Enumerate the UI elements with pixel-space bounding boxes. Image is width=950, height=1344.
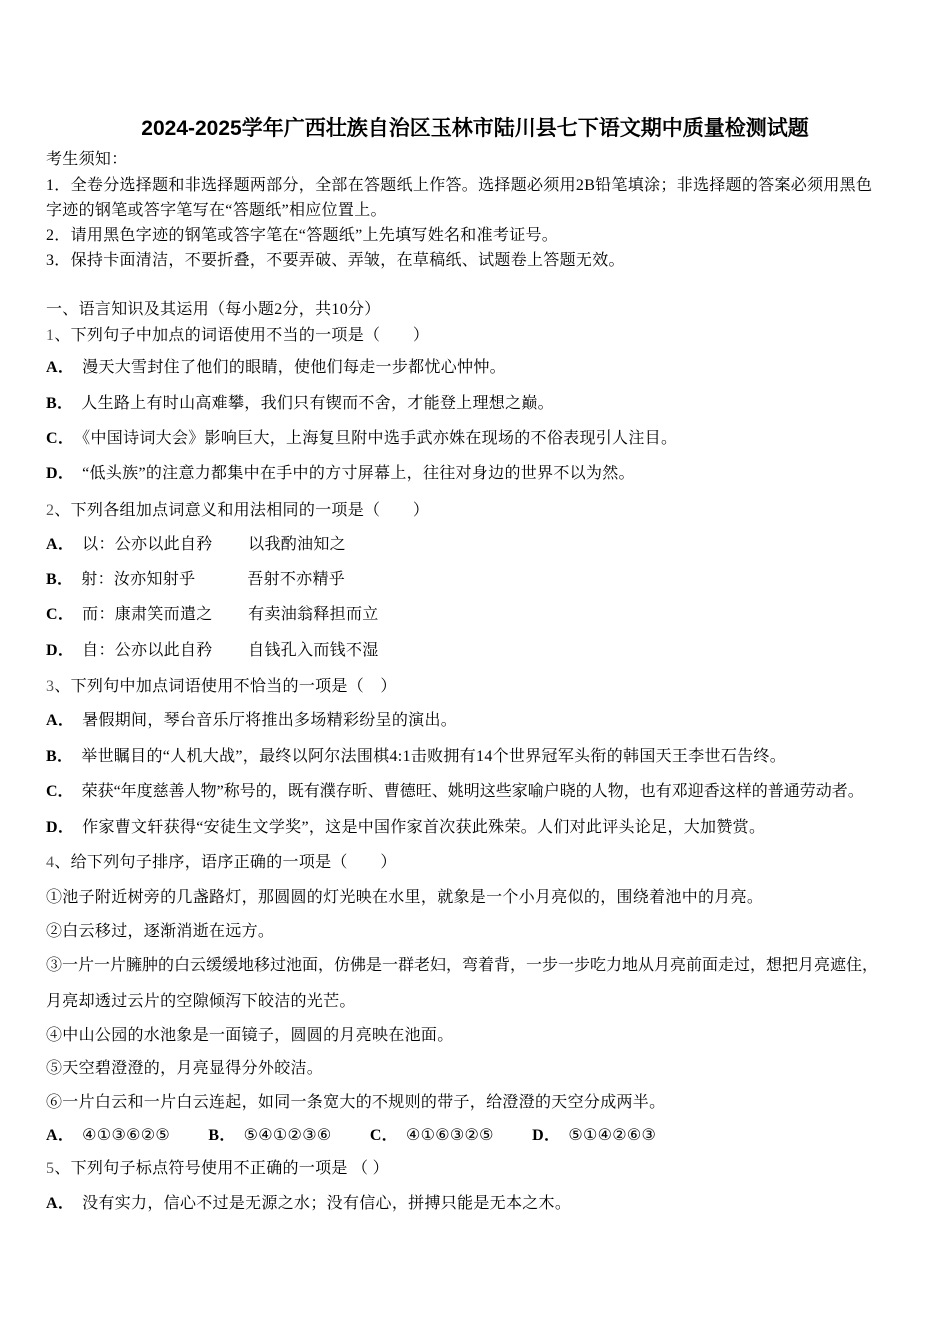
stem-text: 、下列句中加点词语使用不恰当的一项是（ ） <box>54 678 397 695</box>
option-text: ④①⑥③②⑤ <box>405 1127 494 1144</box>
option-label: D． <box>46 819 75 836</box>
option-text: 而：康肃笑而遣之 <box>82 606 213 623</box>
question-stem <box>46 853 397 873</box>
option-text: 漫天大雪封住了他们的眼睛，使他们每走一步都忧心忡忡。 <box>82 359 506 376</box>
option-text-2: 有卖油翁释担而立 <box>248 606 379 623</box>
option-text-2: 以我酌油知之 <box>248 536 346 553</box>
option <box>46 570 345 590</box>
option <box>46 1126 170 1146</box>
option-text: “低头族”的注意力都集中在手中的方寸屏幕上，往往对身边的世界不以为然。 <box>82 465 635 482</box>
option-label: C． <box>46 783 74 800</box>
option-text: ④①③⑥②⑤ <box>82 1127 171 1144</box>
notice-line: 3．保持卡面清洁，不要折叠，不要弄破、弄皱，在草稿纸、试题卷上答题无效。 <box>46 252 625 269</box>
option <box>46 358 506 378</box>
question-number: 1 <box>46 327 55 344</box>
option <box>46 782 864 802</box>
option-text: ⑤④①②③⑥ <box>243 1127 332 1144</box>
option-text: 以：公亦以此自矜 <box>82 536 213 553</box>
option-label: A． <box>46 359 75 376</box>
option-label: A． <box>46 1127 75 1144</box>
option-text: 作家曹文轩获得“安徒生文学奖”，这是中国作家首次获此殊荣。人们对此评头论足，大加赞赏。 <box>82 819 766 836</box>
sentence: ③一片一片臃肿的白云缓缓地移过池面，仿佛是一群老妇，弯着背，一步一步吃力地从月亮前面走过，想把月亮遮住， <box>46 957 879 974</box>
option-row <box>46 1126 690 1146</box>
option-text: 暑假期间，琴台音乐厅将推出多场精彩纷呈的演出。 <box>82 712 458 729</box>
notice-heading: 考生须知： <box>46 151 128 168</box>
option-text-2: 自钱孔入而钱不湿 <box>248 642 379 659</box>
notice-line: 字迹的钢笔或答字笔写在“答题纸”相应位置上。 <box>46 202 387 219</box>
option <box>532 1126 656 1146</box>
stem-text: 、下列句子标点符号使用不正确的一项是 （ ） <box>54 1160 389 1177</box>
option <box>46 464 635 484</box>
option <box>46 1194 571 1214</box>
sentence: 月亮却透过云片的空隙倾泻下皎洁的光芒。 <box>46 993 356 1010</box>
option-text: 射：汝亦知射乎 <box>81 571 196 588</box>
option-label: B． <box>46 748 74 765</box>
question-number: 3 <box>46 678 55 695</box>
option-label: D． <box>46 642 75 659</box>
sentence: ⑥一片白云和一片白云连起，如同一条宽大的不规则的带子，给澄澄的天空分成两半。 <box>46 1094 666 1111</box>
question-stem <box>46 326 429 346</box>
option-label: A． <box>46 1195 75 1212</box>
stem-text: 、下列句子中加点的词语使用不当的一项是（ ） <box>54 327 430 344</box>
option-label: A． <box>46 712 75 729</box>
option-text: 自：公亦以此自矜 <box>82 642 213 659</box>
option-label: B． <box>46 571 74 588</box>
option <box>46 429 677 449</box>
option-label: C． <box>369 1127 398 1144</box>
option-label: C． <box>46 606 75 623</box>
option-text: 举世瞩目的“人机大战”，最终以阿尔法围棋4:1击败拥有14个世界冠军头衔的韩国天王李世石告终。 <box>81 748 787 765</box>
option <box>46 535 346 555</box>
option <box>370 1126 494 1146</box>
question-stem <box>46 677 397 697</box>
option-label: D． <box>46 465 75 482</box>
sentence: ②白云移过，逐渐消逝在远方。 <box>46 923 275 940</box>
option <box>46 394 554 414</box>
option <box>46 605 379 625</box>
option <box>46 641 379 661</box>
option-text: 人生路上有时山高难攀，我们只有锲而不舍，才能登上理想之巅。 <box>81 395 554 412</box>
stem-text: 、给下列句子排序，语序正确的一项是（ ） <box>54 854 397 871</box>
option-label: B． <box>208 1127 236 1144</box>
notice-line: 1．全卷分选择题和非选择题两部分，全部在答题纸上作答。选择题必须用2B铅笔填涂；非选择题的答案必须用黑色 <box>46 177 873 194</box>
question-stem <box>46 501 429 521</box>
option-text: ⑤①④②⑥③ <box>568 1127 657 1144</box>
option-label: C． <box>46 430 75 447</box>
option-text-2: 吾射不亦精乎 <box>247 571 346 588</box>
question-number: 5 <box>46 1160 55 1177</box>
option-label: A． <box>46 536 75 553</box>
notice-line: 2．请用黑色字迹的钢笔或答字笔在“答题纸”上先填写姓名和准考证号。 <box>46 227 559 244</box>
option-text: 没有实力，信心不过是无源之水；没有信心，拼搏只能是无本之木。 <box>82 1195 572 1212</box>
sentence: ⑤天空碧澄澄的，月亮显得分外皎洁。 <box>46 1060 324 1077</box>
option-text: 《中国诗词大会》影响巨大，上海复旦附中选手武亦姝在现场的不俗表现引人注目。 <box>82 430 678 447</box>
question-stem <box>46 1159 389 1179</box>
option-label: B． <box>46 395 74 412</box>
stem-text: 、下列各组加点词意义和用法相同的一项是（ ） <box>54 502 430 519</box>
page-title: 2024-2025学年广西壮族自治区玉林市陆川县七下语文期中质量检测试题 <box>141 117 809 140</box>
option <box>46 747 786 767</box>
option <box>46 818 765 838</box>
question-number: 2 <box>46 502 55 519</box>
sentence: ①池子附近树旁的几盏路灯，那圆圆的灯光映在水里，就象是一个小月亮似的，围绕着池中的月亮。 <box>46 889 764 906</box>
option-text: 荣获“年度慈善人物”称号的，既有濮存昕、曹德旺、姚明这些家喻户晓的人物，也有邓迎香这样的普通劳动者。 <box>81 783 864 800</box>
option <box>46 711 457 731</box>
section-heading: 一、语言知识及其运用（每小题2分，共10分） <box>46 301 381 318</box>
option-label: D． <box>532 1127 561 1144</box>
question-number: 4 <box>46 854 55 871</box>
sentence: ④中山公园的水池象是一面镜子，圆圆的月亮映在池面。 <box>46 1027 454 1044</box>
option <box>208 1126 331 1146</box>
